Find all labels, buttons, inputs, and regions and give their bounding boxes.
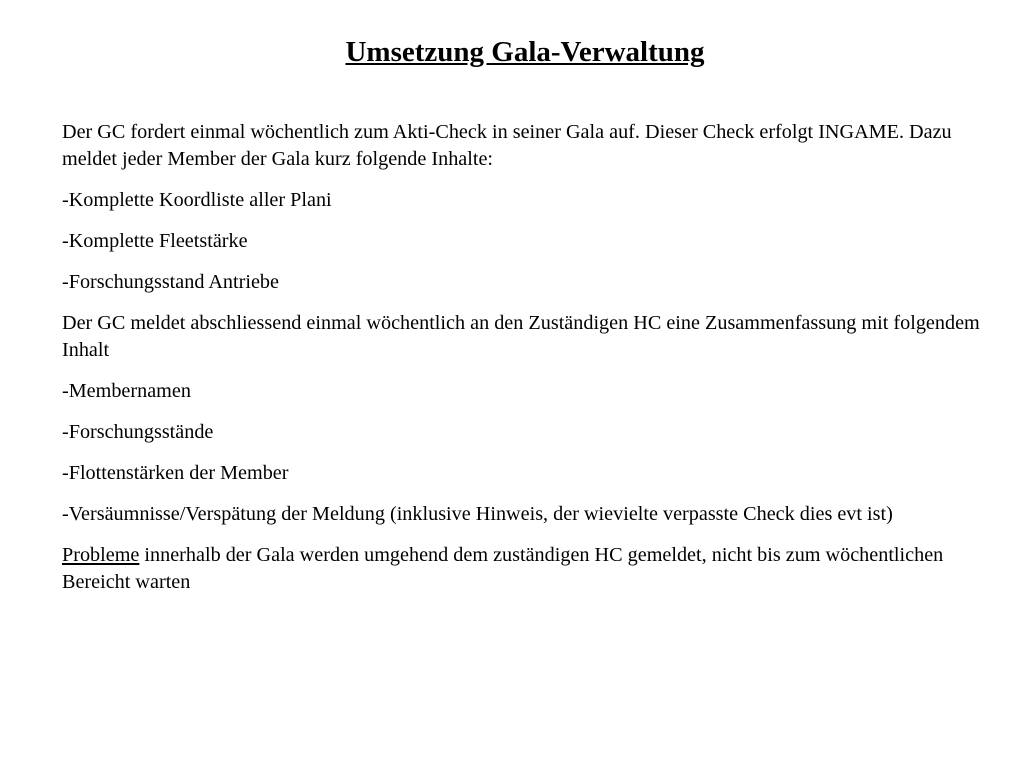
member-item: -Forschungsstand Antriebe	[62, 271, 279, 293]
summary-item: -Flottenstärken der Member	[62, 462, 289, 484]
member-item: -Komplette Fleetstärke	[62, 230, 248, 252]
member-item: -Komplette Koordliste aller Plani	[62, 189, 332, 211]
problems-label: Probleme	[62, 544, 140, 566]
problems-paragraph	[62, 542, 982, 596]
slide-title: Umsetzung Gala-Verwaltung	[345, 36, 705, 68]
summary-item: -Membernamen	[62, 380, 191, 402]
summary-item: -Versäumnisse/Verspätung der Meldung (inklusive Hinweis, der wievielte verpasste Check dies evt ist)	[62, 503, 893, 525]
intro-paragraph: Der GC fordert einmal wöchentlich zum Akti-Check in seiner Gala auf. Dieser Check erfolgt INGAME. Dazu meldet jeder Member der Gala kurz folgende Inhalte:	[62, 121, 952, 170]
problems-text: innerhalb der Gala werden umgehend dem zuständigen HC gemeldet, nicht bis zum wöchentlichen Bereicht warten	[62, 544, 944, 593]
summary-item: -Forschungsstände	[62, 421, 214, 443]
slide-body	[62, 119, 982, 610]
summary-paragraph: Der GC meldet abschliessend einmal wöchentlich an den Zuständigen HC eine Zusammenfassung mit folgendem Inhalt	[62, 312, 980, 361]
